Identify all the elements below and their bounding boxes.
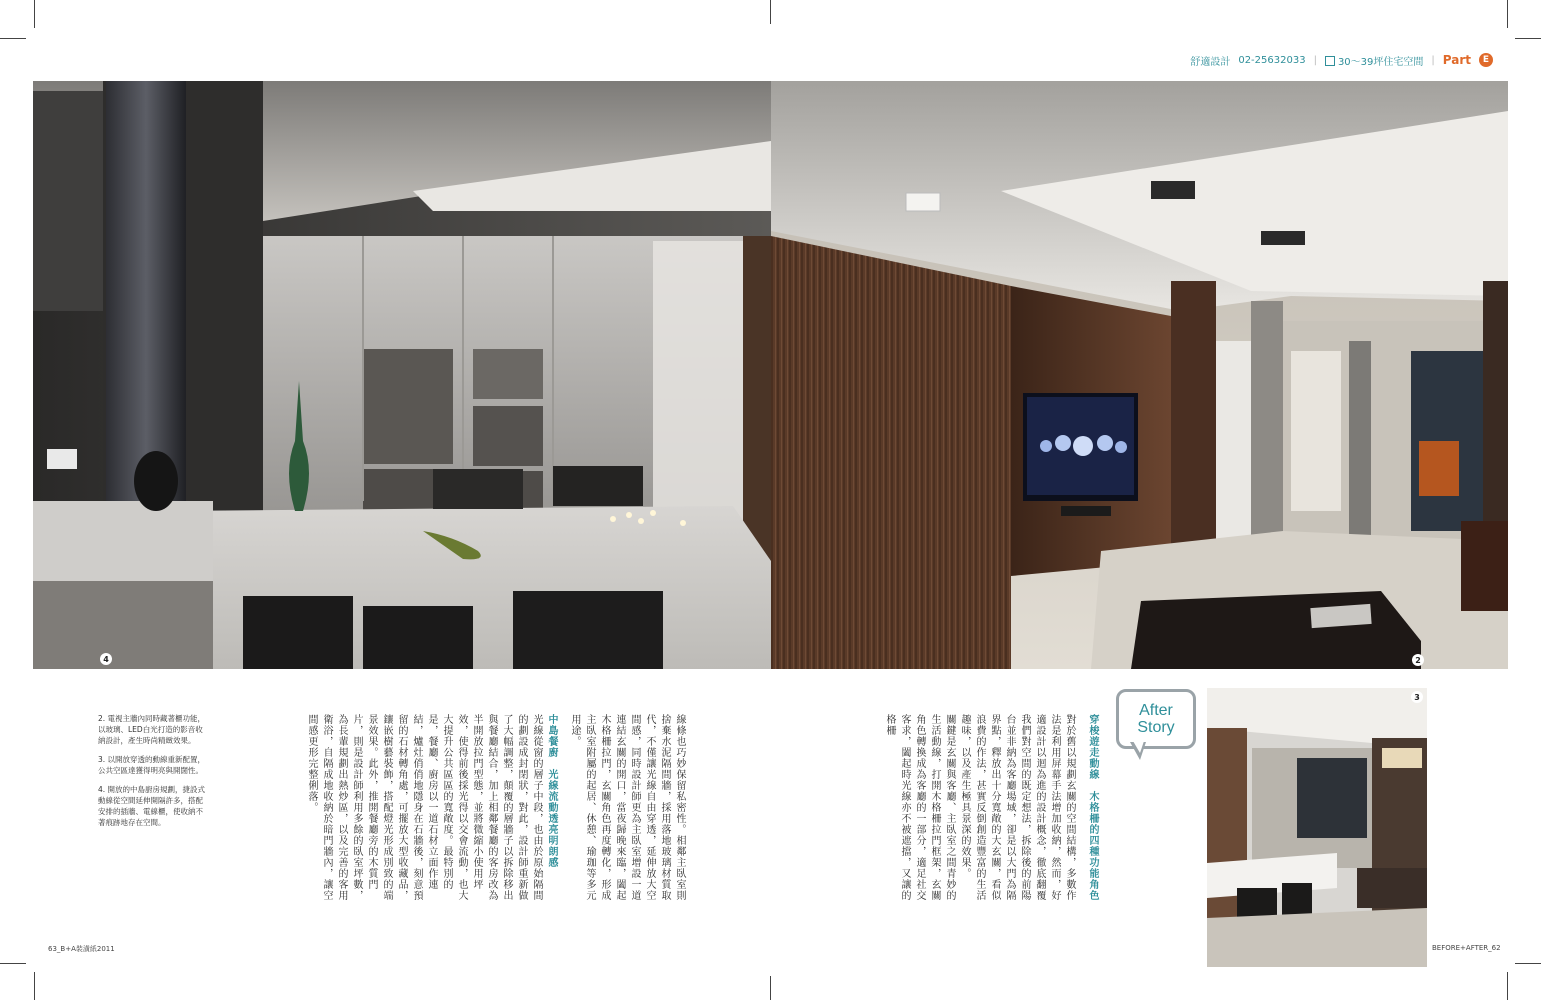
left-page-folio: 63_B+A裝潢紙2011 (48, 945, 115, 953)
right-page-folio: BEFORE+AFTER_62 (1432, 944, 1501, 952)
photo-number-badge: 2 (1412, 654, 1424, 666)
photo-number-badge: 4 (100, 653, 112, 665)
crop-mark (770, 976, 771, 1000)
crop-mark (34, 0, 35, 28)
header-divider: | (1431, 54, 1435, 66)
kitchen-photo (33, 81, 771, 669)
inset-photo (1207, 688, 1427, 967)
crop-mark (0, 38, 26, 39)
living-room-photo (771, 81, 1508, 669)
crop-mark (1507, 972, 1508, 1000)
crop-mark (0, 963, 26, 964)
header-divider: | (1313, 54, 1317, 66)
article-paragraph: 對於舊以規劃玄關的空間結構，多數作法是利用屏幕手法增加收納，然而，好適設計以迴為進的設計概念，徹底翻覆我們對空間的既定想法，拆除後的前陽台並非納為客廳場域，卻是以大門為隔界點，釋放出十分寬敞的大玄關，看似浪費的作法，甚實反倒創造豐富的生活趣味，以及產生極具景深的效果。 (959, 714, 1075, 901)
section-heading: 中島餐廚 光線流動透亮明朗感 (546, 714, 557, 868)
speech-bubble-tail-icon (1133, 741, 1144, 753)
article-paragraph: 光線從窗的層子中段，也由於原始隔間的劃設成封閉狀，對此，設計師重新做了大幅調整，顛覆的層牆子以拆除移出與餐廳結合，加上相鄰餐廳的客房改為半開放拉門型態，並將微縮小使用坪效，使得前後採光得以交會流動，也大大提升公共區區的寬敞度。最特別的是，餐廳、廚房以一道石材立面作連結，爐灶俏俏地隱身在石牆後，刻意預留的石材轉角處，可擺放大型收藏品，鑲嵌樹藝裝飾，搭配燈光形成別致的端景效果。此外，推開餐廳旁的木質門片，則是設計師利用多餘的臥室坪數，為長輩規劃出熱炒區，以及完善的客用衛浴，自隔成地收納於暗門牆內，讓空間感更形完整俐落。 (306, 714, 542, 901)
crop-mark (34, 972, 35, 1000)
after-story-bubble (1116, 689, 1196, 749)
after-story-line2: Story (1137, 719, 1175, 736)
caption-2: 2. 電視主牆內同時藏著櫃功能，以玻璃、LED白光打造的影音收納設計，產生時尚精緻效果。 (98, 714, 206, 745)
photo-number-badge: 3 (1411, 691, 1423, 703)
part-letter-badge: E (1479, 53, 1493, 67)
crop-mark (1507, 0, 1508, 28)
checkbox-icon (1325, 56, 1335, 66)
crop-mark (770, 0, 771, 24)
crop-mark (1515, 963, 1541, 964)
caption-3: 3. 以開放穿透的動線重新配置，公共空區達獲得明亮與開闊性。 (98, 755, 206, 775)
article-left-column (232, 714, 687, 910)
caption-4: 4. 開放的中島廚房規劃，捷設式動線從空間延伸開隔許多，搭配安排的插牆、電線櫃，使收納不著痕跡地存在空間。 (98, 785, 206, 827)
company-name: 舒適設計 (1190, 56, 1231, 68)
crop-mark (1515, 38, 1541, 39)
part-label: Part (1442, 53, 1471, 67)
category-label: 30～39坪住宅空間 (1325, 53, 1423, 68)
phone-number: 02-25632033 (1238, 54, 1306, 66)
article-paragraph: 線條也巧妙保留私密性。相鄰主臥室則捨棄水泥隔間牆，採用落地玻璃材質取代，不僅讓光線自由穿透，延伸放大空間感，同時設計師更為主臥室增設一道連結玄關的開口，當夜歸晚來臨，闔起木格柵拉門，玄關角色再度轉化，形成主臥室附屬的起居、休憩、瑜珈等多元用途。 (569, 714, 685, 901)
article-paragraph: 關鍵是玄關與客廳、主臥室之間青妙的生活動線，打開木格柵拉門框架，玄關角色轉換成為客廳的一部分，適足社交客求，闔起時光線亦不被遮擋，又讓的格柵 (884, 714, 955, 901)
section-heading: 穿梭遊走動線 木格柵的四種功能角色 (1087, 714, 1098, 901)
photo-captions (98, 713, 210, 836)
after-story-line1: After (1139, 702, 1173, 719)
article-right-column (868, 714, 1100, 910)
page-header (1190, 52, 1493, 68)
